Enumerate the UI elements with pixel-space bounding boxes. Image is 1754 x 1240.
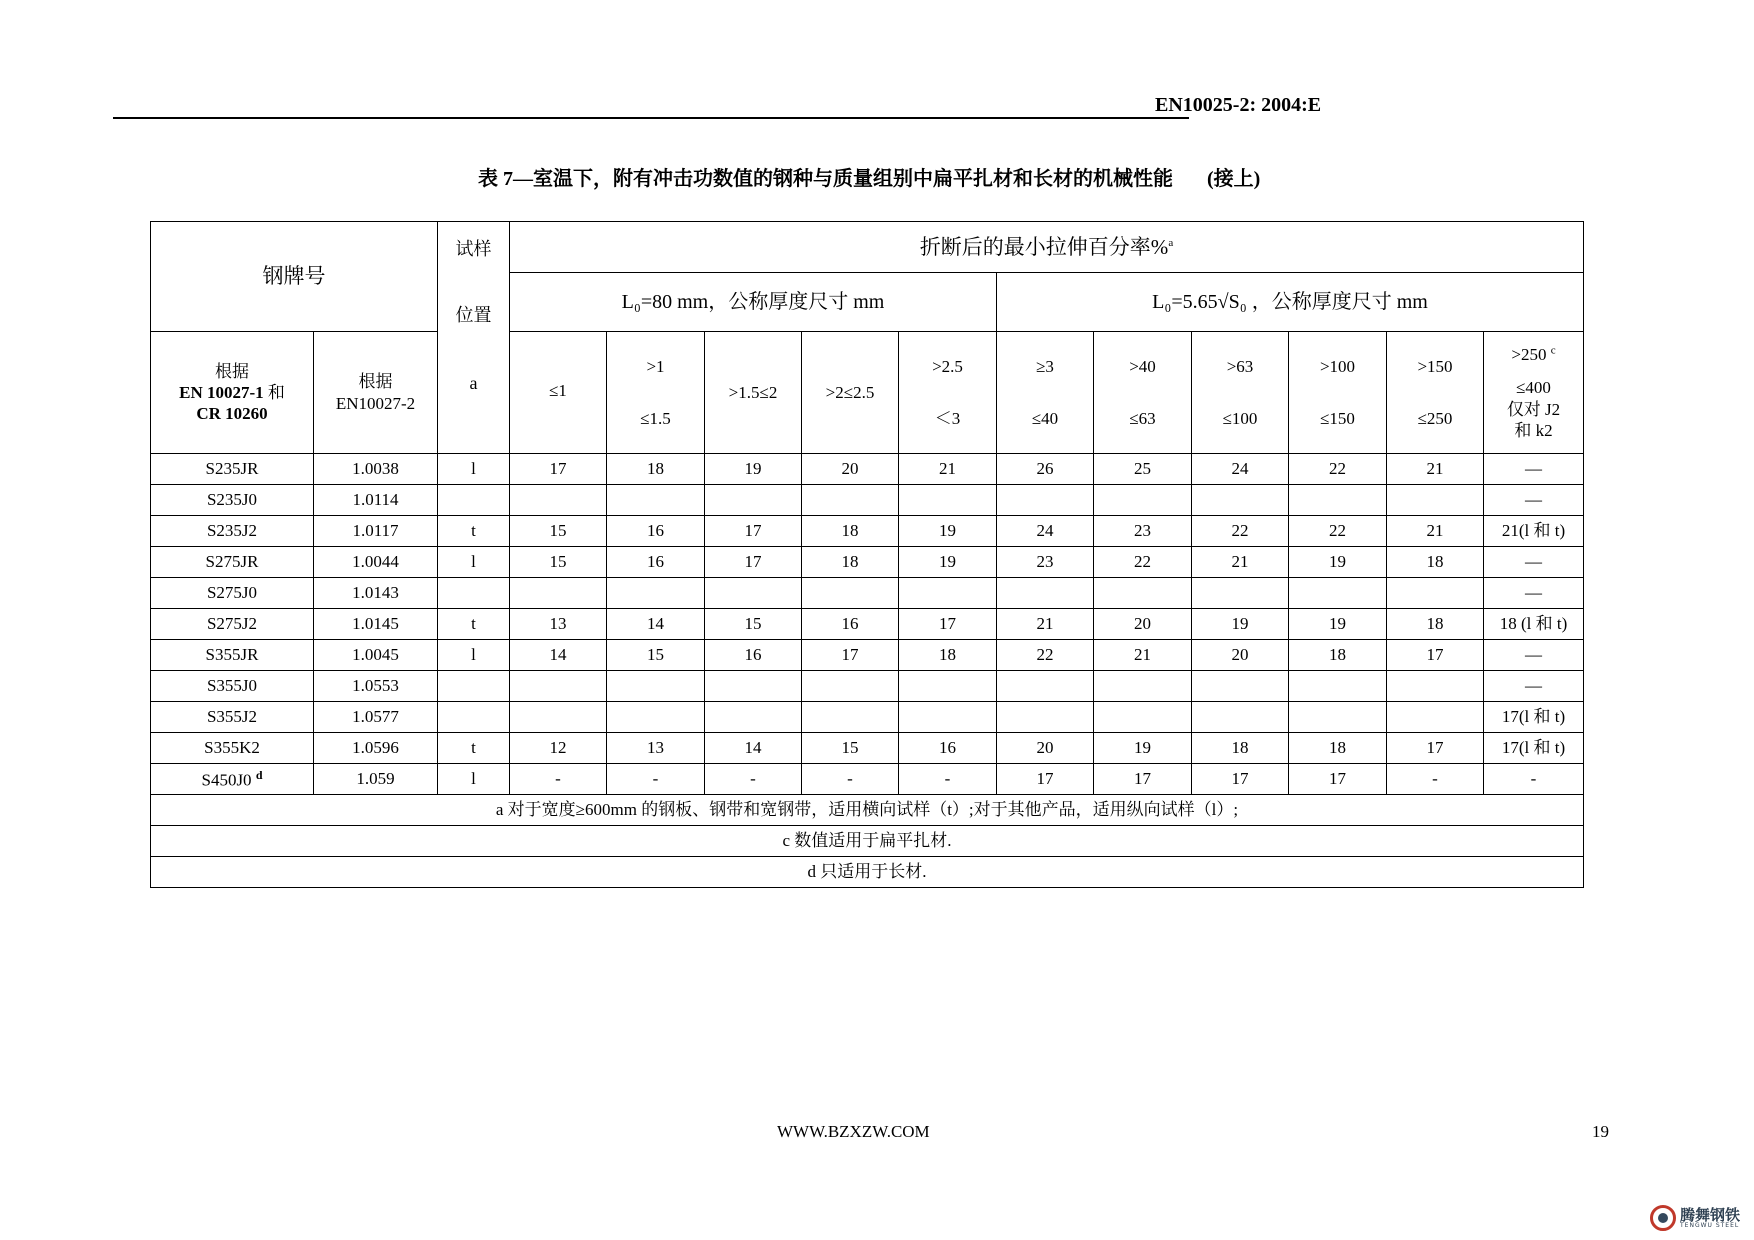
elongation-value-cell: [1289, 578, 1387, 609]
elongation-value-cell: 15: [607, 640, 705, 671]
elongation-value-cell: [1289, 671, 1387, 702]
steel-number-cell: 1.0143: [314, 578, 438, 609]
grade-name: S235J0: [206, 490, 258, 510]
elongation-value-cell: 16: [705, 640, 802, 671]
page-number: 19: [1592, 1122, 1609, 1141]
elongation-value-cell: [1094, 485, 1192, 516]
elongation-value-cell: —: [1484, 547, 1584, 578]
en10027-1-line2: [151, 382, 313, 403]
footer-url: WWW.BZXZW.COM: [777, 1122, 930, 1141]
elongation-value-cell: 17: [899, 609, 997, 640]
elongation-value-cell: 19: [1192, 609, 1289, 640]
thickness-header-3: [705, 332, 802, 454]
elongation-value-cell: [510, 671, 607, 702]
elongation-value-cell: 14: [510, 640, 607, 671]
elongation-value-cell: 15: [802, 733, 899, 764]
elongation-value-cell: [997, 578, 1094, 609]
elongation-value-cell: —: [1484, 578, 1584, 609]
l0-80-header: L₀=80 mm，公称厚度尺寸 mm: [510, 273, 997, 332]
grade-cell: [151, 454, 314, 485]
elongation-value-cell: [1094, 671, 1192, 702]
grade-name: S275J0: [206, 583, 258, 603]
elongation-value-cell: 18: [1192, 733, 1289, 764]
elongation-value-cell: 21(l 和 t): [1484, 516, 1584, 547]
sample-position-cell: [438, 485, 510, 516]
elongation-value-cell: [1387, 671, 1484, 702]
elongation-value-cell: [607, 578, 705, 609]
grade-name: S450J0: [201, 770, 252, 790]
elongation-value-cell: 14: [705, 733, 802, 764]
sample-position-cell: t: [438, 516, 510, 547]
grade-name: S275JR: [205, 552, 259, 572]
elongation-value-cell: 19: [1094, 733, 1192, 764]
en10027-1-code: EN 10027-1: [179, 382, 264, 402]
en10027-1-suffix: 和: [267, 382, 285, 402]
elongation-value-cell: —: [1484, 640, 1584, 671]
elongation-value-cell: 22: [1192, 516, 1289, 547]
elongation-value-cell: 16: [899, 733, 997, 764]
logo-cn: 腾舞钢铁: [1680, 1205, 1741, 1224]
elongation-value-cell: 17: [1094, 764, 1192, 795]
elongation-value-cell: 19: [1289, 609, 1387, 640]
elongation-value-cell: 21: [899, 454, 997, 485]
thickness-top: >2≤2.5: [825, 382, 875, 402]
elongation-value-cell: [1387, 702, 1484, 733]
l0-565-header: L₀=5.65√S₀ ，公称厚度尺寸 mm: [997, 273, 1584, 332]
mechanical-properties-table: [150, 221, 1584, 888]
en10027-1-header: [151, 332, 314, 454]
thickness-header-9: [1289, 332, 1387, 454]
elongation-value-cell: 20: [1094, 609, 1192, 640]
elongation-value-cell: 18: [1289, 640, 1387, 671]
elongation-value-cell: 18 (l 和 t): [1484, 609, 1584, 640]
thickness-bottom: ≤250: [1417, 409, 1453, 429]
elongation-value-cell: —: [1484, 454, 1584, 485]
elongation-value-cell: 21: [1094, 640, 1192, 671]
thickness-header-6: [997, 332, 1094, 454]
elongation-value-cell: 22: [997, 640, 1094, 671]
table-note-a: a 对于宽度≥600mm 的钢板、钢带和宽钢带，适用横向试样（t）;对于其他产品，适用纵向试样（l）;: [151, 795, 1584, 826]
sample-position-cell: t: [438, 609, 510, 640]
header-rule: [113, 117, 1189, 119]
elongation-value-cell: 19: [899, 547, 997, 578]
elongation-value-cell: [1192, 702, 1289, 733]
sample-position-header: [438, 222, 510, 454]
elongation-value-cell: [1192, 578, 1289, 609]
elongation-value-cell: [607, 702, 705, 733]
elongation-value-cell: [1094, 578, 1192, 609]
elongation-value-cell: 13: [607, 733, 705, 764]
logo-en: TENGWU STEEL: [1680, 1221, 1740, 1229]
table-row: [151, 516, 1584, 547]
table-row: [151, 578, 1584, 609]
elongation-value-cell: —: [1484, 485, 1584, 516]
thickness-top: >100: [1319, 356, 1356, 376]
sample-header-line1: 试样: [455, 239, 492, 259]
table-title: [478, 162, 1260, 191]
en10027-1-line1: 根据: [215, 361, 249, 381]
elongation-value-cell: 19: [1289, 547, 1387, 578]
elongation-value-cell: [802, 702, 899, 733]
thickness-header-10: [1387, 332, 1484, 454]
thickness-header-2: [607, 332, 705, 454]
sample-position-cell: l: [438, 547, 510, 578]
elongation-value-cell: 17: [997, 764, 1094, 795]
elongation-value-cell: [1289, 485, 1387, 516]
thickness-top: >1: [646, 356, 665, 376]
elongation-value-cell: [705, 702, 802, 733]
en10027-2-header: [314, 332, 438, 454]
elongation-value-cell: [510, 578, 607, 609]
grade-name: S355J2: [206, 707, 258, 727]
thickness-top: >1.5≤2: [728, 382, 778, 402]
sample-position-cell: [438, 578, 510, 609]
table-row: [151, 671, 1584, 702]
grade-cell: [151, 516, 314, 547]
elongation-value-cell: [899, 578, 997, 609]
elongation-value-cell: 18: [802, 547, 899, 578]
document-code: EN10025-2: 2004:E: [1155, 94, 1322, 116]
en10027-2-line1: 根据: [358, 372, 393, 392]
grade-note: d: [255, 767, 263, 782]
grade-header: 钢牌号: [151, 222, 438, 332]
steel-number-cell: 1.0117: [314, 516, 438, 547]
elongation-value-cell: [607, 671, 705, 702]
elongation-value-cell: 18: [1289, 733, 1387, 764]
grade-name: S235J2: [206, 521, 258, 541]
table-title-continued: (接上): [1207, 168, 1261, 190]
elongation-value-cell: -: [899, 764, 997, 795]
grade-name: S355JR: [205, 645, 259, 665]
steel-number-cell: 1.0045: [314, 640, 438, 671]
steel-number-cell: 1.0114: [314, 485, 438, 516]
grade-cell: [151, 702, 314, 733]
sample-position-cell: l: [438, 454, 510, 485]
last-col-line2: ≤400: [1516, 378, 1551, 398]
thickness-header-7: [1094, 332, 1192, 454]
thickness-header-4: [802, 332, 899, 454]
elongation-value-cell: 15: [510, 547, 607, 578]
sample-header-line3: a: [469, 373, 478, 393]
elongation-value-cell: 17(l 和 t): [1484, 733, 1584, 764]
elongation-value-cell: 21: [1387, 454, 1484, 485]
elongation-value-cell: 17: [1289, 764, 1387, 795]
last-col-line1: [1484, 344, 1583, 365]
steel-number-cell: 1.0145: [314, 609, 438, 640]
elongation-value-cell: 17: [510, 454, 607, 485]
grade-name: S275J2: [206, 614, 258, 634]
sample-position-cell: l: [438, 640, 510, 671]
cr10260-code: CR 10260: [196, 404, 268, 424]
grade-name: S355J0: [206, 676, 258, 696]
tengwu-logo-icon: [1650, 1205, 1676, 1231]
elongation-value-cell: 17: [802, 640, 899, 671]
thickness-top: >2.5: [932, 356, 963, 376]
steel-number-cell: 1.0553: [314, 671, 438, 702]
elongation-value-cell: 16: [607, 547, 705, 578]
logo-text: [1680, 1205, 1741, 1229]
thickness-header-1: [510, 332, 607, 454]
elongation-value-cell: 15: [510, 516, 607, 547]
elongation-value-cell: [1192, 671, 1289, 702]
elongation-value-cell: 12: [510, 733, 607, 764]
elongation-value-cell: 17: [1192, 764, 1289, 795]
elongation-value-cell: 24: [1192, 454, 1289, 485]
tengwu-logo: [1650, 1205, 1740, 1231]
en10027-2-line2: EN10027-2: [335, 393, 416, 413]
thickness-bottom: ＜3: [934, 409, 961, 429]
elongation-value-cell: 18: [899, 640, 997, 671]
elongation-value-cell: 18: [1387, 609, 1484, 640]
elongation-value-cell: 20: [997, 733, 1094, 764]
elongation-value-cell: -: [607, 764, 705, 795]
table-row: [151, 609, 1584, 640]
grade-cell: [151, 733, 314, 764]
sample-position-cell: l: [438, 764, 510, 795]
elongation-value-cell: [997, 702, 1094, 733]
grade-cell: [151, 547, 314, 578]
elongation-value-cell: [705, 485, 802, 516]
elongation-value-cell: 18: [1387, 547, 1484, 578]
en10027-1-line3: [151, 403, 313, 424]
elongation-value-cell: [1192, 485, 1289, 516]
elongation-value-cell: 16: [607, 516, 705, 547]
elongation-value-cell: 13: [510, 609, 607, 640]
thickness-bottom: ≤40: [1031, 409, 1059, 429]
elongation-value-cell: [705, 671, 802, 702]
elongation-value-cell: 14: [607, 609, 705, 640]
thickness-bottom: ≤100: [1222, 409, 1258, 429]
grade-cell: [151, 485, 314, 516]
thickness-bottom: ≤150: [1320, 409, 1355, 429]
table-data-body: [151, 454, 1584, 795]
elongation-value-cell: [705, 578, 802, 609]
thickness-top: >40: [1129, 356, 1156, 376]
table-row: [151, 547, 1584, 578]
elongation-value-cell: 15: [705, 609, 802, 640]
steel-number-cell: 1.059: [314, 764, 438, 795]
sample-position-cell: t: [438, 733, 510, 764]
thickness-header-8: [1192, 332, 1289, 454]
table-row: [151, 733, 1584, 764]
elongation-value-cell: 18: [607, 454, 705, 485]
grade-cell: [151, 578, 314, 609]
elongation-value-cell: [1289, 702, 1387, 733]
elongation-value-cell: 21: [997, 609, 1094, 640]
last-col-range: >250: [1511, 345, 1547, 364]
elongation-value-cell: 23: [1094, 516, 1192, 547]
thickness-header-5: [899, 332, 997, 454]
elongation-value-cell: 21: [1192, 547, 1289, 578]
elongation-value-cell: 17: [1387, 733, 1484, 764]
elongation-value-cell: 20: [802, 454, 899, 485]
sample-header-line2: 位置: [455, 305, 492, 325]
elongation-value-cell: 17: [705, 547, 802, 578]
last-col-line4: 和 k2: [1514, 420, 1553, 440]
elongation-value-cell: [802, 671, 899, 702]
elongation-value-cell: [510, 485, 607, 516]
grade-name: S235JR: [205, 459, 259, 479]
table-row: [151, 454, 1584, 485]
elongation-value-cell: -: [705, 764, 802, 795]
steel-number-cell: 1.0596: [314, 733, 438, 764]
steel-number-cell: 1.0044: [314, 547, 438, 578]
elongation-value-cell: [607, 485, 705, 516]
elongation-header-note: a: [1168, 236, 1174, 249]
table-title-text: 表 7—室温下，附有冲击功数值的钢种与质量组别中扁平扎材和长材的机械性能: [478, 168, 1173, 190]
table-row: [151, 764, 1584, 795]
grade-cell: [151, 640, 314, 671]
elongation-value-cell: 24: [997, 516, 1094, 547]
elongation-value-cell: -: [1484, 764, 1584, 795]
last-col-line3: 仅对 J2: [1506, 399, 1561, 419]
grade-cell: [151, 609, 314, 640]
elongation-value-cell: [802, 485, 899, 516]
grade-cell: [151, 764, 314, 795]
elongation-value-cell: [1094, 702, 1192, 733]
elongation-value-cell: 17(l 和 t): [1484, 702, 1584, 733]
elongation-value-cell: -: [802, 764, 899, 795]
grade-name: S355K2: [204, 738, 260, 758]
elongation-value-cell: 22: [1289, 516, 1387, 547]
elongation-value-cell: 17: [1387, 640, 1484, 671]
grade-cell: [151, 671, 314, 702]
elongation-header-text: 折断后的最小拉伸百分率%: [919, 234, 1169, 259]
elongation-value-cell: [802, 578, 899, 609]
thickness-header-11: [1484, 332, 1584, 454]
table-row: [151, 485, 1584, 516]
elongation-value-cell: 20: [1192, 640, 1289, 671]
elongation-value-cell: [899, 702, 997, 733]
elongation-header: [510, 222, 1584, 273]
elongation-value-cell: [899, 671, 997, 702]
elongation-value-cell: [899, 485, 997, 516]
last-col-note: c: [1550, 344, 1556, 357]
elongation-value-cell: [510, 702, 607, 733]
table-note-c: c 数值适用于扁平扎材.: [151, 826, 1584, 857]
elongation-value-cell: [1387, 578, 1484, 609]
thickness-bottom: ≤63: [1129, 409, 1156, 429]
table-row: [151, 640, 1584, 671]
table-note-d: d 只适用于长材.: [151, 857, 1584, 888]
steel-number-cell: 1.0577: [314, 702, 438, 733]
elongation-value-cell: 17: [705, 516, 802, 547]
thickness-bottom: ≤1: [549, 381, 567, 401]
elongation-value-cell: 22: [1289, 454, 1387, 485]
elongation-value-cell: -: [1387, 764, 1484, 795]
elongation-value-cell: [997, 671, 1094, 702]
elongation-value-cell: 16: [802, 609, 899, 640]
thickness-top: >150: [1417, 356, 1453, 376]
elongation-value-cell: [1387, 485, 1484, 516]
elongation-value-cell: 18: [802, 516, 899, 547]
thickness-bottom: ≤1.5: [640, 409, 671, 429]
elongation-value-cell: 21: [1387, 516, 1484, 547]
sample-position-cell: [438, 702, 510, 733]
elongation-value-cell: [997, 485, 1094, 516]
elongation-value-cell: 22: [1094, 547, 1192, 578]
elongation-value-cell: —: [1484, 671, 1584, 702]
elongation-value-cell: -: [510, 764, 607, 795]
elongation-value-cell: 26: [997, 454, 1094, 485]
elongation-value-cell: 25: [1094, 454, 1192, 485]
thickness-top: ≥3: [1036, 356, 1054, 376]
thickness-top: >63: [1226, 356, 1254, 376]
table-row: [151, 702, 1584, 733]
steel-number-cell: 1.0038: [314, 454, 438, 485]
sample-position-cell: [438, 671, 510, 702]
elongation-value-cell: 23: [997, 547, 1094, 578]
elongation-value-cell: 19: [899, 516, 997, 547]
elongation-value-cell: 19: [705, 454, 802, 485]
